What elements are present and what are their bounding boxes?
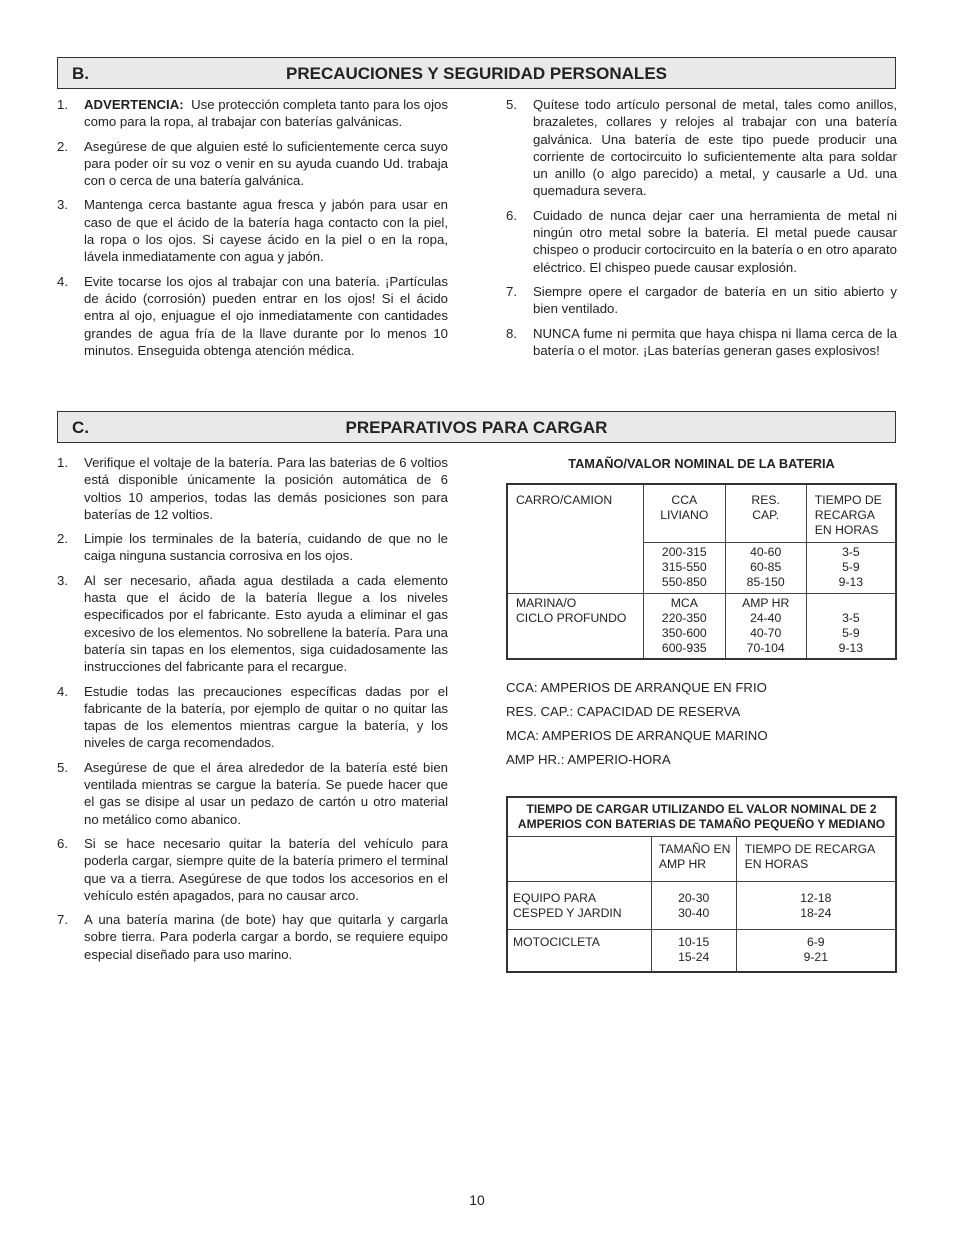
rating-table-title: TAMAÑO/VALOR NOMINAL DE LA BATERIA [568, 456, 835, 471]
list-item [57, 530, 448, 565]
list-item [57, 572, 448, 676]
table-row [507, 797, 896, 837]
item-number: 1. [57, 455, 68, 470]
table-cell: MCA 220-350 350-600 600-935 [644, 593, 726, 659]
item-number: 5. [506, 97, 517, 112]
table-cell: AMP HR 24-40 40-70 70-104 [725, 593, 806, 659]
table-cell: 6-9 9-21 [736, 930, 896, 972]
section-c-left-column [57, 454, 448, 970]
item-text: Asegúrese de que el área alrededor de la batería esté bien ventilada mientras se cargue la batería. Se puede hacer que el gas se disipe al usar un pedazo de cartón u otro material no metálico como abanico. [84, 759, 448, 827]
abbreviation-cca: CCA: AMPERIOS DE ARRANQUE EN FRIO [506, 680, 767, 695]
table-cell: 20-30 30-40 [651, 882, 736, 930]
list-item [57, 138, 448, 190]
item-text: NUNCA fume ni permita que haya chispa ni llama cerca de la batería o el motor. ¡Las baterías generan gases explosivos! [533, 325, 897, 358]
warning-label: ADVERTENCIA: [84, 97, 184, 112]
list-item [506, 283, 897, 318]
item-text: Siempre opere el cargador de batería en un sitio abierto y bien ventilado. [533, 283, 897, 317]
item-number: 3. [57, 197, 68, 213]
table-cell: 12-18 18-24 [736, 882, 896, 930]
charge-table-title: TIEMPO DE CARGAR UTILIZANDO EL VALOR NOMINAL DE 2 AMPERIOS CON BATERIAS DE TAMAÑO PEQUEÑO Y MEDIANO [517, 802, 886, 831]
list-item [57, 911, 448, 963]
table-cell: TIEMPO DE RECARGA EN HORAS [806, 484, 896, 542]
table-row [507, 837, 896, 882]
item-number: 2. [57, 531, 68, 547]
abbreviation-mca: MCA: AMPERIOS DE ARRANQUE MARINO [506, 728, 768, 743]
table-cell: TAMAÑO EN AMP HR [651, 837, 736, 882]
table-row [507, 882, 896, 930]
item-text: A una batería marina (de bote) hay que quitarla y cargarla sobre tierra. Para poderla cargar a bordo, se requiere equipo especial diseñado para uso marino. [84, 912, 448, 962]
abbreviation-amp-hr: AMP HR.: AMPERIO-HORA [506, 752, 671, 767]
table-cell: 200-315 315-550 550-850 [644, 542, 726, 593]
item-number: 7. [506, 283, 517, 299]
item-number: 8. [506, 325, 517, 341]
page-number: 10 [469, 1192, 485, 1208]
table-row [507, 930, 896, 972]
section-b-title: PRECAUCIONES Y SEGURIDAD PERSONALES [286, 64, 667, 83]
table-cell: 40-60 60-85 85-150 [725, 542, 806, 593]
item-text: Quítese todo artículo personal de metal, tales como anillos, brazaletes, collares y relojes al trabajar con una batería galvánica. Una batería de este tipo puede producir una corriente de cortocircuito lo suficientemente alta para soldar un anillo (o algo parecido) a metal, y causarle a Ud. una quemadura severa. [533, 97, 897, 199]
item-text: Estudie todas las precauciones específicas dadas por el fabricante de la batería, por ejemplo de quitar o no quitar las tapas de los elementos mientras cargue la batería, y los niveles de carga recomendados. [84, 683, 448, 751]
item-number: 6. [506, 207, 517, 223]
section-b-right-column [506, 96, 897, 366]
item-text: Asegúrese de que alguien esté lo suficientemente cerca suyo para poder oír su voz o venir en su ayuda cuando Ud. trabaja con o cerca de una batería galvánica. [84, 138, 448, 189]
table-cell: 3-5 5-9 9-13 [806, 593, 896, 659]
table-cell: 10-15 15-24 [651, 930, 736, 972]
item-text: Mantenga cerca bastante agua fresca y jabón para usar en caso de que el ácido de la batería haga contacto con la piel, la ropa o los ojos. Si cayese ácido en la piel o en la ropa, lávela inmediatamente con agua y jabón. [84, 197, 448, 265]
section-c-title: PREPARATIVOS PARA CARGAR [345, 418, 608, 437]
item-number: 1. [57, 97, 68, 112]
table-title-cell [507, 797, 896, 837]
item-number: 7. [57, 912, 68, 928]
section-b-letter: B. [72, 64, 89, 83]
charge-time-table [506, 796, 897, 973]
item-text: Evite tocarse los ojos al trabajar con una batería. ¡Partículas de ácido (corrosión) pueden entrar en los ojos! Si el ácido entra al ojo, enjuague el ojo inmediatamente con cantidades grandes de agua fría de la llave durante por lo menos 10 minutos. Enseguida obtenga atención médica. [84, 273, 448, 358]
table-cell: TIEMPO DE RECARGA EN HORAS [736, 837, 896, 882]
list-item [57, 683, 448, 752]
list-item [57, 454, 448, 523]
abbreviation-list [506, 676, 768, 772]
item-number: 4. [57, 683, 68, 699]
section-c-header [57, 411, 896, 443]
item-number: 5. [57, 759, 68, 775]
list-item [506, 96, 897, 200]
item-text: Si se hace necesario quitar la batería del vehículo para poderla cargar, siempre quite de la batería primero el terminal que va a tierra. Asegúrese de que todos los accesorios en el vehículo estén apagados, para no causar arco. [84, 835, 448, 903]
item-text: Verifique el voltaje de la batería. Para las baterias de 6 voltios está disponible únicamente la posición automática de 6 voltios 10 amperios, todas las demás posiciones son para baterías de 12 voltios. [84, 455, 448, 522]
list-item [57, 835, 448, 904]
table-cell: MARINA/O CICLO PROFUNDO [507, 593, 644, 659]
table-row [507, 593, 896, 659]
list-item [57, 759, 448, 828]
item-text: Cuidado de nunca dejar caer una herramienta de metal ni ningún otro metal sobre la batería. El metal puede causar chispeo o producir cortocircuito en la batería o en otro aparato eléctrico. El chispeo puede causar explosión. [533, 207, 897, 275]
section-b-header [57, 57, 896, 89]
list-item [57, 96, 452, 131]
item-text: Use protección completa tanto para los ojos como para la ropa, al trabajar con baterías galvánicas. [84, 97, 452, 130]
table-cell: CARRO/CAMION [507, 484, 644, 593]
list-item [57, 196, 448, 265]
table-cell [507, 837, 651, 882]
item-number: 6. [57, 835, 68, 851]
table-cell: CCA LIVIANO [644, 484, 726, 542]
section-c-letter: C. [72, 418, 89, 437]
table-cell: RES. CAP. [725, 484, 806, 542]
table-cell: MOTOCICLETA [507, 930, 651, 972]
abbreviation-res-cap: RES. CAP.: CAPACIDAD DE RESERVA [506, 704, 741, 719]
item-number: 3. [57, 572, 68, 588]
table-row [507, 484, 896, 542]
item-text: Limpie los terminales de la batería, cuidando de que no le caiga ninguna sustancia corrosiva en los ojos. [84, 531, 448, 564]
battery-rating-table [506, 483, 897, 660]
table-cell: 3-5 5-9 9-13 [806, 542, 896, 593]
item-number: 4. [57, 273, 68, 289]
item-text: Al ser necesario, añada agua destilada a cada elemento hasta que el ácido de la batería llegue a los niveles especificados por el fabricante. Esto ayuda a eliminar el gas excesivo de los elementos. No sobrellene la batería. Para una batería sin tapas en los elementos, siga cuidadosamente las instrucciones del fabricante para el recargue. [84, 572, 448, 675]
list-item [506, 325, 897, 360]
list-item [57, 273, 448, 359]
table-cell: EQUIPO PARA CESPED Y JARDIN [507, 882, 651, 930]
section-b-left-column [57, 96, 452, 366]
item-number: 2. [57, 138, 68, 154]
list-item [506, 207, 897, 276]
